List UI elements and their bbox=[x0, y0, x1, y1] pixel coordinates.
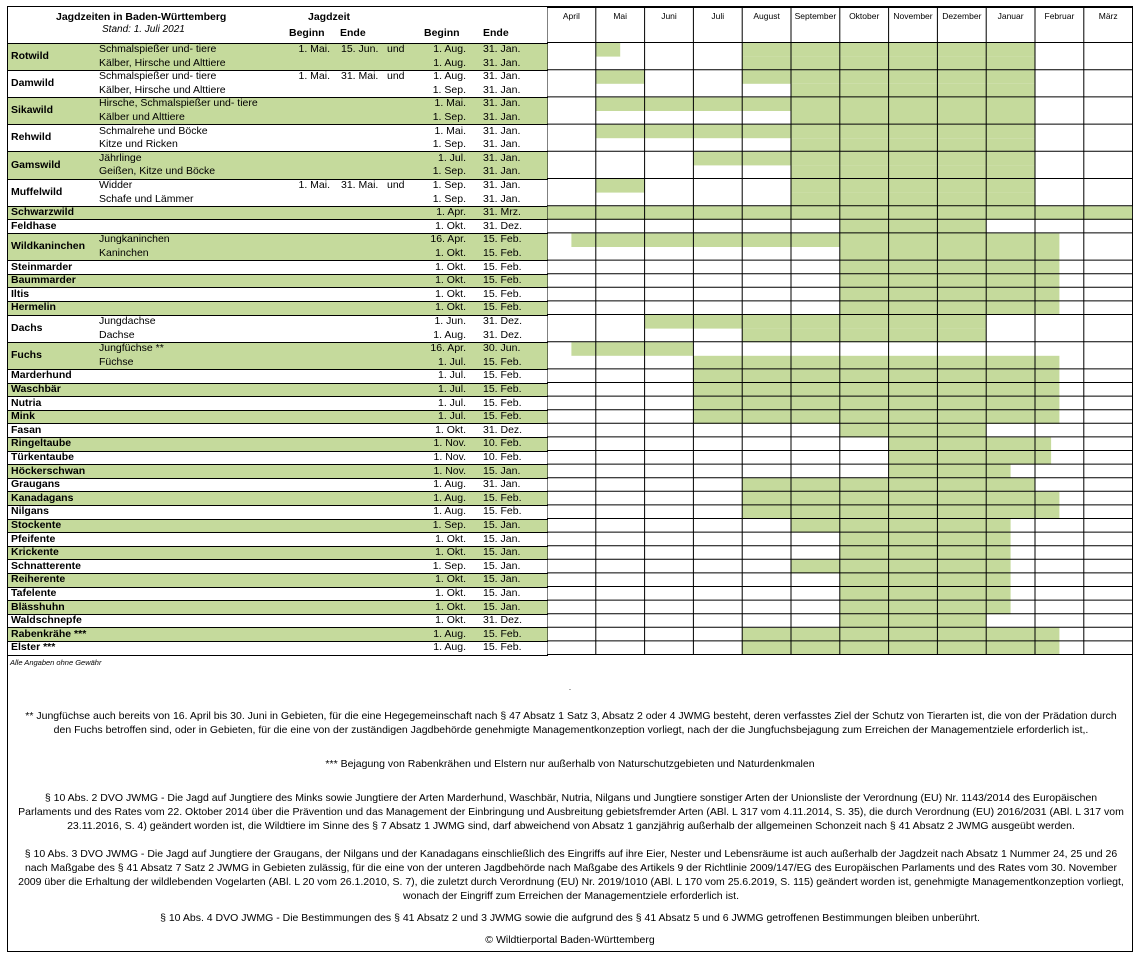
season-bar bbox=[742, 329, 986, 343]
disclaimer: Alle Angaben ohne Gewähr bbox=[10, 658, 102, 667]
ende-date: 15. Feb. bbox=[483, 396, 522, 409]
subcategory-label: Hirsche, Schmalspießer und- tiere bbox=[99, 97, 258, 110]
row-divider bbox=[8, 219, 548, 220]
ende-date: 15. Jan. bbox=[483, 573, 521, 586]
beginn-date: 1. Okt. bbox=[435, 219, 466, 232]
species-name: Reiherente bbox=[11, 573, 66, 586]
season-bar bbox=[693, 383, 1059, 397]
row-divider bbox=[8, 274, 548, 275]
ende-date: 15. Feb. bbox=[483, 369, 522, 382]
row-divider bbox=[8, 179, 548, 180]
subcategory-label: Jungfüchse ** bbox=[99, 342, 164, 355]
species-name: Graugans bbox=[11, 478, 61, 491]
ende-header-2: Ende bbox=[483, 27, 509, 39]
species-name: Fuchs bbox=[11, 349, 42, 361]
beginn-date: 1. Jul. bbox=[437, 151, 466, 164]
species-name: Hermelin bbox=[11, 301, 56, 314]
row-divider bbox=[8, 491, 548, 492]
beginn-date: 1. Aug. bbox=[433, 505, 466, 518]
row-divider bbox=[8, 342, 548, 343]
species-name: Elster *** bbox=[11, 641, 56, 654]
species-name: Kanadagans bbox=[11, 491, 74, 504]
beginn-date: 1. Jul. bbox=[437, 369, 466, 382]
row-divider bbox=[8, 70, 548, 71]
ende-date: 31. Jan. bbox=[483, 165, 521, 178]
row-shading bbox=[8, 573, 548, 587]
season-bar bbox=[693, 152, 1035, 166]
season-bar bbox=[742, 492, 1059, 506]
row-divider bbox=[8, 614, 548, 615]
beginn-date: 1. Mai. bbox=[434, 124, 466, 137]
pre-beginn-date: 1. Mai. bbox=[298, 179, 330, 191]
season-bar bbox=[693, 369, 1059, 383]
species-name: Dachs bbox=[11, 321, 43, 334]
ende-date: 15. Jan. bbox=[483, 600, 521, 613]
row-divider bbox=[8, 151, 548, 152]
row-divider bbox=[8, 573, 548, 574]
beginn-date: 1. Aug. bbox=[433, 491, 466, 504]
ende-date: 15. Feb. bbox=[483, 410, 522, 423]
species-name: Schnatterente bbox=[11, 559, 82, 572]
ende-date: 31. Mrz. bbox=[483, 206, 521, 219]
species-name: Türkentaube bbox=[11, 451, 75, 463]
species-name: Nilgans bbox=[11, 505, 49, 518]
subcategory-label: Geißen, Kitze und Böcke bbox=[99, 165, 216, 178]
row-divider bbox=[8, 97, 548, 98]
row-shading bbox=[8, 233, 548, 260]
pre-ende-date: 31. Mai. bbox=[341, 179, 379, 191]
row-divider bbox=[8, 559, 548, 560]
season-bar bbox=[596, 70, 645, 84]
ende-date: 31. Jan. bbox=[483, 179, 521, 191]
month-label: Juli bbox=[711, 11, 725, 21]
row-divider bbox=[8, 464, 548, 465]
beginn-header-1: Beginn bbox=[289, 27, 325, 39]
subcategory-label: Schmalrehe und Böcke bbox=[99, 124, 208, 137]
ende-date: 31. Dez. bbox=[483, 328, 523, 341]
ende-date: 31. Dez. bbox=[483, 614, 523, 627]
season-bar bbox=[840, 601, 1011, 615]
ende-date: 15. Feb. bbox=[483, 287, 522, 300]
season-bar bbox=[645, 315, 987, 329]
season-bar bbox=[889, 465, 1011, 479]
beginn-date: 1. Okt. bbox=[435, 287, 466, 300]
row-shading bbox=[8, 206, 548, 220]
row-shading bbox=[8, 301, 548, 315]
season-bar bbox=[840, 288, 1060, 302]
month-label: September bbox=[794, 11, 837, 21]
ende-date: 15. Jan. bbox=[483, 532, 521, 545]
beginn-date: 16. Apr. bbox=[430, 342, 466, 355]
ende-date: 15. Feb. bbox=[483, 260, 522, 273]
species-name: Wildkaninchen bbox=[11, 240, 85, 253]
species-name: Gamswild bbox=[11, 158, 61, 171]
species-name: Feldhase bbox=[11, 219, 57, 232]
species-name: Marderhund bbox=[11, 369, 72, 382]
subcategory-label: Schmalspießer und- tiere bbox=[99, 70, 217, 83]
month-label: Oktober bbox=[849, 11, 880, 21]
beginn-date: 1. Jul. bbox=[437, 410, 466, 423]
hunting-season-table bbox=[8, 7, 1132, 655]
season-bar bbox=[791, 560, 1011, 574]
season-bar bbox=[840, 533, 1011, 547]
row-divider bbox=[8, 383, 548, 384]
row-shading bbox=[8, 519, 548, 533]
row-divider bbox=[8, 641, 548, 642]
month-label: August bbox=[753, 11, 780, 21]
ende-date: 15. Jan. bbox=[483, 559, 521, 572]
row-shading bbox=[8, 152, 548, 179]
ende-date: 15. Feb. bbox=[483, 505, 522, 518]
season-bar bbox=[791, 165, 1035, 179]
beginn-date: 1. Aug. bbox=[433, 641, 466, 654]
species-name: Krickente bbox=[11, 546, 59, 559]
ende-date: 31. Dez. bbox=[483, 219, 523, 232]
species-name: Iltis bbox=[11, 287, 30, 300]
ende-date: 31. Jan. bbox=[483, 138, 521, 151]
ende-date: 15. Feb. bbox=[483, 491, 522, 504]
ende-date: 10. Feb. bbox=[483, 437, 522, 450]
beginn-date: 1. Sep. bbox=[432, 179, 466, 191]
row-divider bbox=[8, 287, 548, 288]
footnote-jungfuechse: ** Jungfüchse auch bereits von 16. April bis 30. Juni in Gebieten, für die eine Hegegemeinschaft nach § 47 Absatz 1 Satz 3, Absatz 2 oder 4 JWMG besteht, deren verfasstes Ziel der Schutz von Tierarten ist, die von der Prädation durch den Fuchs betroffen sind, oder in Gebieten, für die eine von der zuständigen Jagdbehörde genehmigte Managementkonzeption vorliegt, nach der die Jungfuchsbejagung zum Erreichen der Managementziele erforderlich ist,. bbox=[25, 710, 1117, 736]
season-bar bbox=[571, 342, 693, 356]
subcategory-label: Dachse bbox=[99, 328, 135, 341]
row-divider bbox=[8, 627, 548, 628]
beginn-date: 1. Mai. bbox=[434, 97, 466, 110]
season-bar bbox=[596, 43, 620, 57]
beginn-date: 1. Aug. bbox=[433, 43, 466, 55]
species-name: Mink bbox=[11, 410, 35, 423]
beginn-date: 1. Okt. bbox=[435, 587, 466, 599]
row-shading bbox=[8, 546, 548, 560]
beginn-date: 1. Apr. bbox=[436, 206, 466, 219]
beginn-date: 1. Jul. bbox=[437, 383, 466, 395]
ende-date: 15. Feb. bbox=[483, 247, 522, 259]
copyright: © Wildtierportal Baden-Württemberg bbox=[485, 934, 655, 946]
ende-date: 31. Jan. bbox=[483, 56, 521, 69]
season-bar bbox=[840, 424, 986, 438]
species-name: Baummarder bbox=[11, 274, 76, 287]
paragraph-abs2: § 10 Abs. 2 DVO JWMG - Die Jagd auf Jungtiere des Minks sowie Jungtiere der Arten Marderhund, Waschbär, Nutria, Nilgans und Jungtiere sonstiger Arten der Unionsliste der Verordnung (EU) Nr. 1143/2014 des Europäischen Parlaments und des Rates vom 22. Oktober 2014 über die Prävention und das Management der Einbringung und Ausbreitung gebietsfremder Arten (ABl. L 317 vom 4.11.2014, S. 35), die durch Verordnung (EU) 2016/2031 (ABl. L 317 vom 23.11.2016, S. 4) geändert worden ist, die Wildtiere im Sinne des § 7 Absatz 1 JWMG sind, darf abweichend von Absatz 1 ganzjährig außerhalb der allgemeinen Schonzeit nach § 41 Absatz 2 JWMG ausgeübt werden. bbox=[18, 792, 1124, 832]
season-bar bbox=[742, 628, 1059, 642]
subcategory-label: Füchse bbox=[99, 355, 134, 368]
ende-date: 31. Jan. bbox=[483, 478, 521, 491]
season-bar bbox=[596, 125, 1035, 139]
ende-date: 31. Dez. bbox=[483, 315, 523, 327]
season-bar bbox=[791, 111, 1035, 125]
beginn-date: 1. Sep. bbox=[432, 138, 466, 151]
ende-date: 15. Feb. bbox=[483, 383, 522, 395]
season-bar bbox=[791, 519, 1011, 533]
season-bar bbox=[742, 641, 1059, 655]
beginn-date: 1. Sep. bbox=[432, 559, 466, 572]
row-divider bbox=[8, 301, 548, 302]
pre-ende-date: 31. Mai. bbox=[341, 70, 379, 83]
beginn-date: 1. Jul. bbox=[437, 396, 466, 409]
species-name: Pfeifente bbox=[11, 532, 56, 545]
subcategory-label: Kälber, Hirsche und Alttiere bbox=[99, 56, 226, 69]
document-frame bbox=[7, 6, 1133, 952]
pre-beginn-date: 1. Mai. bbox=[298, 43, 330, 55]
season-bar bbox=[791, 84, 1035, 98]
species-name: Damwild bbox=[11, 77, 55, 89]
season-bar bbox=[840, 247, 1060, 261]
season-bar bbox=[840, 587, 1011, 601]
row-divider bbox=[8, 505, 548, 506]
ende-date: 31. Jan. bbox=[483, 70, 521, 83]
season-bar bbox=[840, 274, 1060, 288]
species-name: Waschbär bbox=[11, 383, 61, 395]
season-bar bbox=[889, 451, 1052, 465]
paragraph-abs4: § 10 Abs. 4 DVO JWMG - Die Bestimmungen des § 41 Absatz 2 und 3 JWMG sowie die aufgrund des § 41 Absatz 5 und 6 JWMG getroffenen Bestimmungen bleiben unberührt. bbox=[160, 912, 980, 924]
row-divider bbox=[8, 410, 548, 411]
row-divider bbox=[8, 519, 548, 520]
beginn-date: 1. Okt. bbox=[435, 600, 466, 613]
beginn-date: 1. Jun. bbox=[434, 315, 466, 327]
ende-date: 15. Feb. bbox=[483, 274, 522, 287]
month-label: Februar bbox=[1044, 11, 1075, 21]
ende-date: 15. Feb. bbox=[483, 233, 522, 246]
beginn-date: 1. Okt. bbox=[435, 247, 466, 259]
ende-date: 15. Feb. bbox=[483, 627, 522, 640]
row-divider bbox=[8, 124, 548, 125]
subcategory-label: Widder bbox=[99, 179, 133, 191]
ende-date: 31. Dez. bbox=[483, 423, 523, 436]
subcategory-label: Jungdachse bbox=[99, 315, 156, 327]
month-label: Dezember bbox=[942, 11, 982, 21]
beginn-date: 1. Jul. bbox=[437, 355, 466, 368]
row-divider bbox=[8, 437, 548, 438]
row-shading bbox=[8, 628, 548, 642]
month-grid bbox=[547, 7, 1133, 656]
ende-date: 31. Jan. bbox=[483, 43, 521, 55]
subcategory-label: Kaninchen bbox=[99, 247, 149, 259]
season-bar bbox=[889, 437, 1052, 451]
row-shading bbox=[8, 437, 548, 451]
jagdzeit-header: Jagdzeit bbox=[308, 11, 351, 23]
paragraph-abs3: § 10 Abs. 3 DVO JWMG - Die Jagd auf Jungtiere der Graugans, der Nilgans und der Kanadagans einschließlich des Eingriffs auf ihre Eier, Nester und Lebensräume ist auch außerhalb der Jagdzeit nach Absatz 1 Nummer 24, 25 und 26 nach Maßgabe des § 41 Absatz 7 Satz 2 JWMG in Gebieten zulässig, für die eine von der unteren Jagdbehörde nach Maßgabe des Artikels 9 der Richtlinie 2009/147/EG des Europäischen Parlaments und des Rates vom 30. November 2009 über die Erhaltung der wildlebenden Vogelarten (ABl. L 20 vom 26.1.2010, S. 7), die zuletzt durch Verordnung (EU) Nr. 2019/1010 (ABl. L 170 vom 25.6.2019, S. 115) geändert worden ist, genehmigte Managementkonzeption vorliegt, wonach der Eingriff zum Erreichen der Managementziele erforderlich ist. bbox=[18, 848, 1124, 902]
und-label: und bbox=[387, 43, 405, 55]
row-divider bbox=[8, 260, 548, 261]
ende-header-1: Ende bbox=[340, 27, 366, 39]
beginn-date: 1. Nov. bbox=[433, 437, 466, 450]
ende-date: 15. Jan. bbox=[483, 519, 521, 531]
beginn-date: 1. Aug. bbox=[433, 70, 466, 83]
ende-date: 15. Feb. bbox=[483, 355, 522, 368]
row-shading bbox=[8, 601, 548, 615]
beginn-date: 1. Sep. bbox=[432, 192, 466, 205]
beginn-date: 1. Aug. bbox=[433, 478, 466, 491]
beginn-date: 1. Okt. bbox=[435, 260, 466, 273]
beginn-date: 1. Aug. bbox=[433, 328, 466, 341]
row-divider bbox=[8, 206, 548, 207]
pre-beginn-date: 1. Mai. bbox=[298, 70, 330, 83]
species-name: Höckerschwan bbox=[11, 464, 86, 477]
month-label: November bbox=[893, 11, 933, 21]
season-bar bbox=[596, 97, 1035, 111]
species-name: Muffelwild bbox=[11, 185, 63, 198]
beginn-date: 16. Apr. bbox=[430, 233, 466, 246]
row-divider bbox=[8, 423, 548, 424]
season-bar bbox=[840, 261, 1060, 275]
ende-date: 15. Jan. bbox=[483, 546, 521, 559]
subcategory-label: Schmalspießer und- tiere bbox=[99, 43, 217, 55]
ende-date: 31. Jan. bbox=[483, 111, 521, 123]
row-divider bbox=[8, 233, 548, 234]
row-shading bbox=[8, 97, 548, 124]
row-shading bbox=[8, 410, 548, 424]
und-label: und bbox=[387, 70, 405, 83]
subcategory-label: Kitze und Ricken bbox=[99, 138, 178, 151]
species-name: Blässhuhn bbox=[11, 600, 65, 613]
season-bar bbox=[693, 397, 1059, 411]
ende-date: 15. Jan. bbox=[483, 587, 521, 599]
und-label: und bbox=[387, 179, 405, 191]
season-bar bbox=[840, 573, 1011, 587]
subcategory-label: Jährlinge bbox=[99, 151, 142, 164]
month-label: März bbox=[1098, 11, 1118, 21]
beginn-date: 1. Nov. bbox=[433, 451, 466, 463]
season-bar bbox=[840, 546, 1011, 560]
ende-date: 15. Jan. bbox=[483, 464, 521, 477]
species-name: Tafelente bbox=[11, 587, 57, 599]
row-shading bbox=[8, 465, 548, 479]
species-name: Rotwild bbox=[11, 49, 49, 62]
season-bar bbox=[840, 220, 986, 234]
beginn-date: 1. Okt. bbox=[435, 546, 466, 559]
beginn-date: 1. Nov. bbox=[433, 464, 466, 477]
species-name: Schwarzwild bbox=[11, 206, 75, 219]
subcategory-label: Kälber und Alttiere bbox=[99, 111, 185, 123]
beginn-date: 1. Sep. bbox=[432, 111, 466, 123]
row-shading bbox=[8, 274, 548, 288]
beginn-date: 1. Sep. bbox=[432, 83, 466, 96]
ende-date: 31. Jan. bbox=[483, 97, 521, 110]
row-divider bbox=[8, 532, 548, 533]
month-label: Januar bbox=[997, 11, 1024, 21]
row-divider bbox=[8, 396, 548, 397]
season-bar bbox=[791, 138, 1035, 152]
ende-date: 10. Feb. bbox=[483, 451, 522, 463]
beginn-date: 1. Sep. bbox=[432, 519, 466, 531]
ende-date: 31. Jan. bbox=[483, 83, 521, 96]
season-bar bbox=[693, 356, 1059, 370]
beginn-date: 1. Okt. bbox=[435, 573, 466, 586]
beginn-date: 1. Okt. bbox=[435, 532, 466, 545]
header-divider bbox=[8, 43, 548, 44]
beginn-date: 1. Okt. bbox=[435, 274, 466, 287]
beginn-date: 1. Okt. bbox=[435, 423, 466, 436]
species-name: Nutria bbox=[11, 396, 42, 409]
row-divider bbox=[8, 369, 548, 370]
row-shading bbox=[8, 342, 548, 369]
species-name: Sikawild bbox=[11, 104, 54, 117]
species-name: Ringeltaube bbox=[11, 437, 72, 450]
beginn-date: 1. Aug. bbox=[433, 56, 466, 69]
species-name: Waldschnepfe bbox=[11, 614, 82, 627]
month-label: April bbox=[562, 11, 580, 21]
species-name: Rabenkrähe *** bbox=[11, 627, 87, 640]
table-title: Jagdzeiten in Baden-Württemberg bbox=[56, 11, 227, 23]
pre-ende-date: 15. Jun. bbox=[341, 43, 379, 55]
beginn-date: 1. Aug. bbox=[433, 627, 466, 640]
season-bar bbox=[596, 179, 645, 193]
row-divider bbox=[8, 587, 548, 588]
season-bar bbox=[742, 505, 1059, 519]
season-bar bbox=[840, 301, 1060, 315]
subcategory-label: Schafe und Lämmer bbox=[99, 192, 194, 205]
ende-date: 31. Jan. bbox=[483, 192, 521, 205]
beginn-header-2: Beginn bbox=[424, 27, 460, 39]
row-divider bbox=[8, 546, 548, 547]
row-divider bbox=[8, 451, 548, 452]
row-shading bbox=[8, 383, 548, 397]
species-name: Rehwild bbox=[11, 131, 52, 144]
beginn-date: 1. Sep. bbox=[432, 165, 466, 178]
ende-date: 31. Jan. bbox=[483, 151, 521, 164]
month-label: Juni bbox=[661, 11, 677, 21]
ende-date: 31. Jan. bbox=[483, 124, 521, 137]
row-divider bbox=[8, 315, 548, 316]
ende-date: 15. Feb. bbox=[483, 301, 522, 314]
row-divider bbox=[8, 655, 548, 656]
row-shading bbox=[8, 492, 548, 506]
beginn-date: 1. Okt. bbox=[435, 614, 466, 627]
stand-date: Stand: 1. Juli 2021 bbox=[102, 24, 185, 35]
month-label: Mai bbox=[613, 11, 628, 21]
row-divider bbox=[8, 600, 548, 601]
subcategory-label: Jungkaninchen bbox=[99, 233, 170, 246]
row-divider bbox=[8, 478, 548, 479]
ende-date: 15. Feb. bbox=[483, 641, 522, 654]
ende-date: 30. Jun. bbox=[483, 342, 521, 355]
species-name: Stockente bbox=[11, 519, 62, 531]
footer-dot: . bbox=[568, 683, 572, 692]
footnote-rabenkraehe: *** Bejagung von Rabenkrähen und Elstern nur außerhalb von Naturschutzgebieten und Naturdenkmalen bbox=[325, 758, 815, 770]
beginn-date: 1. Okt. bbox=[435, 301, 466, 314]
season-bar bbox=[693, 410, 1059, 424]
subcategory-label: Kälber, Hirsche und Alttiere bbox=[99, 83, 226, 96]
season-bar bbox=[840, 614, 986, 628]
species-name: Steinmarder bbox=[11, 260, 73, 273]
season-bar bbox=[791, 179, 1035, 193]
species-name: Fasan bbox=[11, 423, 42, 436]
season-bar bbox=[791, 193, 1035, 207]
